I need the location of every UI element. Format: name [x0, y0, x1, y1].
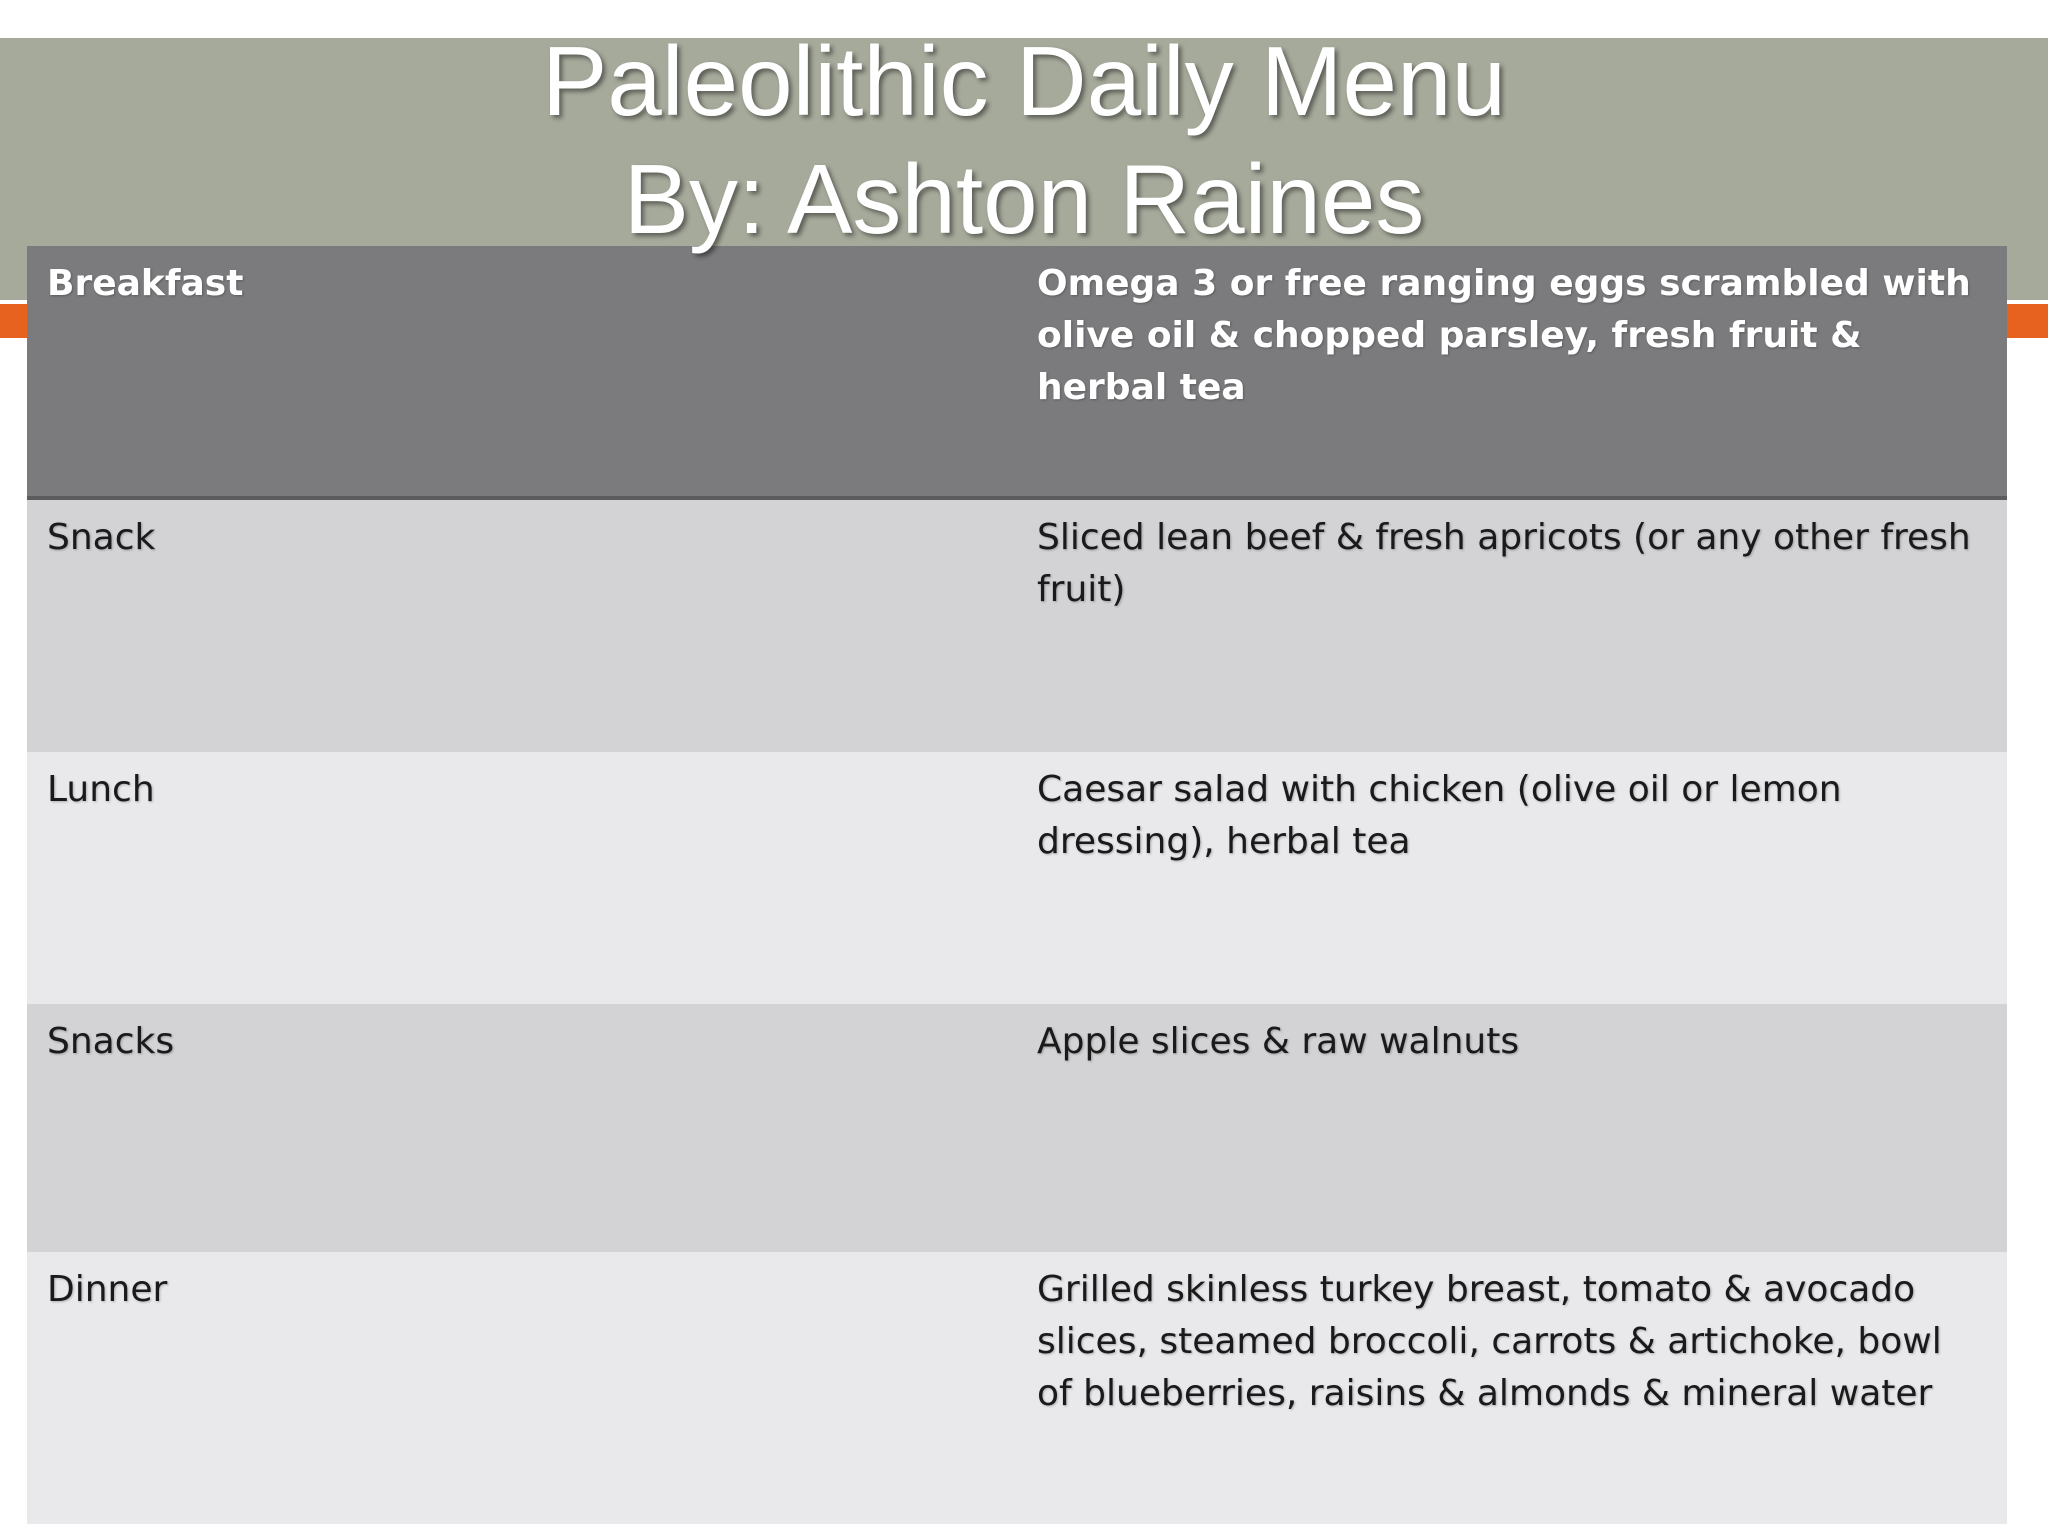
description-cell: Sliced lean beef & fresh apricots (or any other fresh fruit) — [1017, 498, 2007, 752]
description-cell: Caesar salad with chicken (olive oil or lemon dressing), herbal tea — [1017, 752, 2007, 1004]
meal-cell: Snacks — [27, 1004, 1017, 1252]
description-cell: Omega 3 or free ranging eggs scrambled with olive oil & chopped parsley, fresh fruit & herbal tea — [1017, 246, 2007, 498]
meal-cell: Breakfast — [27, 246, 1017, 498]
meal-cell: Snack — [27, 498, 1017, 752]
description-cell: Grilled skinless turkey breast, tomato & avocado slices, steamed broccoli, carrots & artichoke, bowl of blueberries, raisins & almonds & mineral water — [1017, 1252, 2007, 1524]
menu-table — [27, 246, 2007, 1524]
description-cell: Apple slices & raw walnuts — [1017, 1004, 2007, 1252]
table-row-breakfast — [27, 246, 2007, 498]
table-row-snacks — [27, 1004, 2007, 1252]
title-line-2: By: Ashton Raines — [623, 144, 1425, 254]
table-row-snack — [27, 498, 2007, 752]
slide-title — [0, 22, 2048, 258]
meal-cell: Dinner — [27, 1252, 1017, 1524]
title-line-1: Paleolithic Daily Menu — [541, 26, 1507, 136]
table-row-lunch — [27, 752, 2007, 1004]
accent-bar-right — [2006, 304, 2048, 338]
table-row-dinner — [27, 1252, 2007, 1524]
meal-cell: Lunch — [27, 752, 1017, 1004]
